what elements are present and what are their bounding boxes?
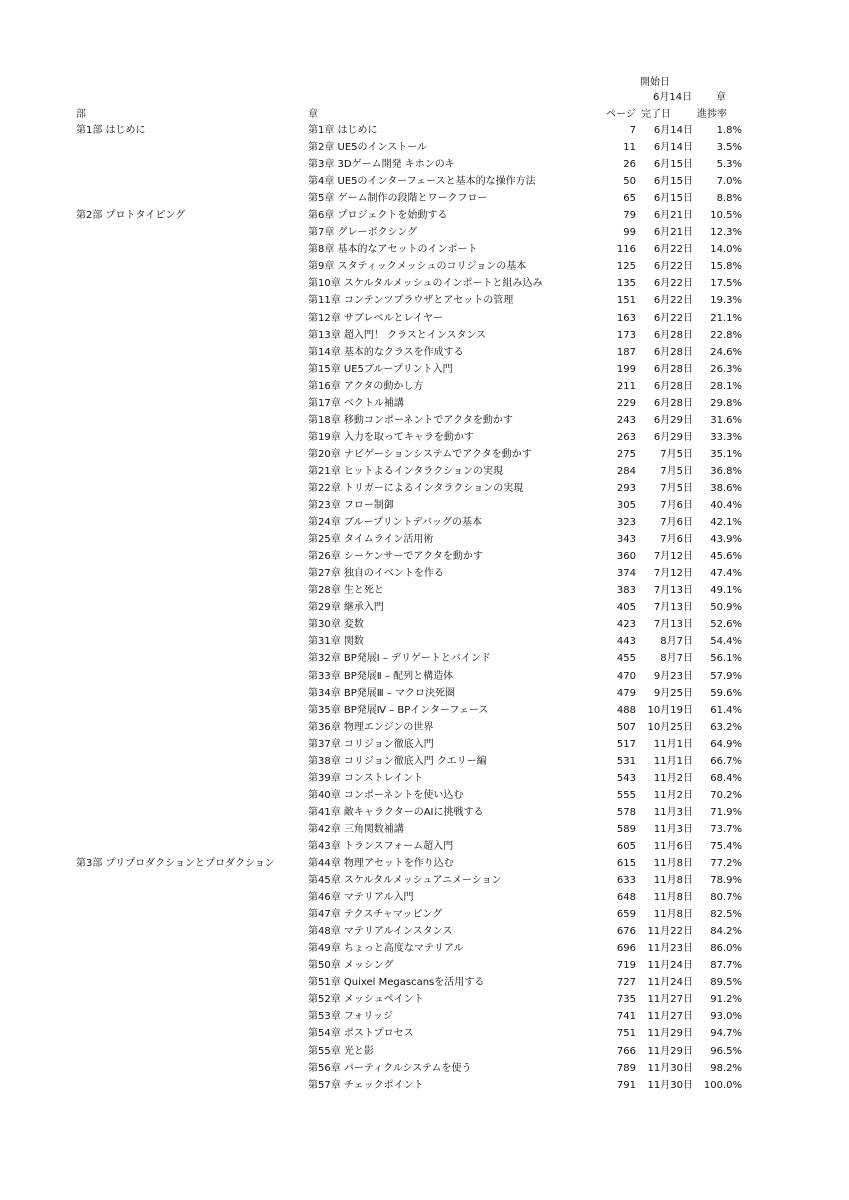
done-date-cell: 9月25日	[653, 687, 693, 699]
page-cell: 7	[629, 125, 636, 136]
chapter-cell: 第34章 BP発展Ⅲ – マクロ決死圏	[308, 687, 456, 699]
progress-cell: 49.1%	[710, 585, 742, 597]
done-date-cell: 7月6日	[660, 500, 693, 512]
page-cell: 455	[616, 653, 636, 665]
table-row	[0, 753, 849, 770]
chapter-cell: 第1章 はじめに	[308, 125, 378, 136]
page-cell: 211	[616, 380, 636, 392]
table-row	[0, 173, 849, 190]
part-cell: 第1部 はじめに	[76, 125, 146, 136]
page-cell: 360	[616, 551, 636, 563]
table-row	[0, 719, 849, 736]
done-date-cell: 6月28日	[653, 397, 693, 409]
chapter-cell: 第23章 フロー制御	[308, 500, 394, 512]
progress-cell: 22.8%	[710, 329, 742, 341]
done-date-cell: 6月15日	[653, 193, 693, 205]
page-cell: 50	[623, 176, 636, 188]
done-date-cell: 11月30日	[647, 1062, 693, 1074]
done-date-cell: 8月7日	[660, 636, 693, 648]
done-date-cell: 11月30日	[647, 1079, 693, 1091]
page-cell: 488	[616, 704, 636, 716]
header-chapter-col: 章	[308, 109, 318, 120]
done-date-cell: 6月22日	[653, 295, 693, 307]
done-date-cell: 11月29日	[647, 1028, 693, 1040]
done-date-cell: 6月28日	[653, 346, 693, 358]
header-progress-col: 進捗率	[697, 109, 727, 120]
table-row	[0, 650, 849, 667]
progress-cell: 82.5%	[710, 909, 742, 921]
progress-cell: 8.8%	[716, 193, 742, 205]
page-cell: 187	[616, 346, 636, 358]
chapter-cell: 第22章 トリガーによるインタラクションの実現	[308, 482, 524, 494]
progress-cell: 61.4%	[710, 704, 742, 716]
page-cell: 727	[616, 977, 636, 989]
progress-cell: 12.3%	[710, 227, 742, 239]
table-row	[0, 838, 849, 855]
table-row	[0, 122, 849, 139]
page-cell: 555	[616, 789, 636, 801]
table-row	[0, 190, 849, 207]
table-row	[0, 412, 849, 429]
progress-cell: 71.9%	[710, 806, 742, 818]
progress-cell: 75.4%	[710, 840, 742, 852]
chapter-cell: 第50章 メッシング	[308, 960, 394, 972]
progress-cell: 28.1%	[710, 380, 742, 392]
done-date-cell: 6月22日	[653, 312, 693, 324]
header-done-col: 完了日	[641, 109, 671, 120]
table-row	[0, 1008, 849, 1025]
page-cell: 531	[616, 755, 636, 767]
progress-cell: 3.5%	[716, 142, 742, 154]
done-date-cell: 7月5日	[660, 482, 693, 494]
chapter-cell: 第35章 BP発展Ⅳ – BPインターフェース	[308, 704, 489, 716]
progress-cell: 1.8%	[716, 125, 742, 136]
chapter-cell: 第42章 三角関数補講	[308, 823, 404, 835]
page-cell: 163	[616, 312, 636, 324]
done-date-cell: 8月7日	[660, 653, 693, 665]
page-cell: 243	[616, 414, 636, 426]
table-row	[0, 940, 849, 957]
chapter-cell: 第29章 継承入門	[308, 602, 384, 614]
page-cell: 293	[616, 482, 636, 494]
table-row	[0, 855, 849, 872]
chapter-cell: 第7章 グレーボクシング	[308, 227, 418, 239]
page-cell: 11	[623, 142, 636, 154]
table-row	[0, 310, 849, 327]
page-cell: 116	[616, 244, 636, 256]
chapter-cell: 第12章 サブレベルとレイヤー	[308, 312, 444, 324]
progress-cell: 7.0%	[716, 176, 742, 188]
progress-cell: 29.8%	[710, 397, 742, 409]
progress-cell: 56.1%	[710, 653, 742, 665]
chapter-cell: 第33章 BP発展Ⅱ – 配列と構造体	[308, 670, 454, 682]
table-row	[0, 139, 849, 156]
done-date-cell: 6月15日	[653, 176, 693, 188]
progress-cell: 40.4%	[710, 500, 742, 512]
page-cell: 791	[616, 1079, 636, 1091]
table-row	[0, 446, 849, 463]
progress-cell: 5.3%	[716, 159, 742, 171]
page-cell: 79	[623, 210, 636, 222]
done-date-cell: 6月21日	[653, 227, 693, 239]
table-row	[0, 565, 849, 582]
table-row	[0, 429, 849, 446]
page-cell: 605	[616, 840, 636, 852]
progress-cell: 68.4%	[710, 772, 742, 784]
table-row	[0, 923, 849, 940]
table-row	[0, 633, 849, 650]
progress-cell: 91.2%	[710, 994, 742, 1006]
chapter-cell: 第54章 ポストプロセス	[308, 1028, 414, 1040]
done-date-cell: 11月29日	[647, 1045, 693, 1057]
page-cell: 676	[616, 926, 636, 938]
page-cell: 751	[616, 1028, 636, 1040]
chapter-cell: 第45章 スケルタルメッシュアニメーション	[308, 875, 502, 887]
progress-cell: 36.8%	[710, 465, 742, 477]
chapter-cell: 第53章 フォリッジ	[308, 1011, 394, 1023]
progress-cell: 59.6%	[710, 687, 742, 699]
done-date-cell: 11月23日	[647, 943, 693, 955]
done-date-cell: 6月21日	[653, 210, 693, 222]
chapter-cell: 第21章 ヒットよるインタラクションの実現	[308, 465, 504, 477]
progress-cell: 77.2%	[710, 858, 742, 870]
page-cell: 443	[616, 636, 636, 648]
page-cell: 719	[616, 960, 636, 972]
chapter-cell: 第20章 ナビゲーションシステムでアクタを動かす	[308, 448, 532, 460]
progress-cell: 17.5%	[710, 278, 742, 290]
page-cell: 135	[616, 278, 636, 290]
chapter-cell: 第41章 敵キャラクターのAIに挑戦する	[308, 806, 484, 818]
progress-cell: 93.0%	[710, 1011, 742, 1023]
done-date-cell: 11月8日	[653, 892, 693, 904]
done-date-cell: 6月28日	[653, 380, 693, 392]
table-row	[0, 736, 849, 753]
done-date-cell: 7月5日	[660, 465, 693, 477]
page-cell: 633	[616, 875, 636, 887]
chapter-cell: 第38章 コリジョン徹底入門 クエリー編	[308, 755, 487, 767]
chapter-cell: 第10章 スケルタルメッシュのインポートと組み込み	[308, 278, 543, 290]
chapter-cell: 第36章 物理エンジンの世界	[308, 721, 434, 733]
progress-cell: 38.6%	[710, 482, 742, 494]
done-date-cell: 11月8日	[653, 875, 693, 887]
table-row	[0, 241, 849, 258]
table-row	[0, 872, 849, 889]
progress-cell: 73.7%	[710, 823, 742, 835]
progress-cell: 21.1%	[710, 312, 742, 324]
table-row	[0, 531, 849, 548]
table-row	[0, 616, 849, 633]
table-row	[0, 480, 849, 497]
table-row	[0, 463, 849, 480]
chapter-cell: 第44章 物理アセットを作り込む	[308, 858, 454, 870]
progress-cell: 98.2%	[710, 1062, 742, 1074]
progress-cell: 57.9%	[710, 670, 742, 682]
done-date-cell: 11月8日	[653, 858, 693, 870]
chapter-cell: 第15章 UE5ブループリント入門	[308, 363, 453, 375]
page-cell: 517	[616, 738, 636, 750]
chapter-cell: 第28章 生と死と	[308, 585, 384, 597]
page-cell: 696	[616, 943, 636, 955]
progress-cell: 52.6%	[710, 619, 742, 631]
chapter-cell: 第55章 光と影	[308, 1045, 374, 1057]
done-date-cell: 9月23日	[653, 670, 693, 682]
progress-cell: 66.7%	[710, 755, 742, 767]
page-cell: 766	[616, 1045, 636, 1057]
table-row	[0, 1060, 849, 1077]
page-cell: 615	[616, 858, 636, 870]
page-cell: 543	[616, 772, 636, 784]
table-row	[0, 804, 849, 821]
table-row	[0, 582, 849, 599]
table-row	[0, 378, 849, 395]
page-cell: 423	[616, 619, 636, 631]
done-date-cell: 7月12日	[653, 551, 693, 563]
progress-cell: 54.4%	[710, 636, 742, 648]
progress-cell: 84.2%	[710, 926, 742, 938]
page-cell: 99	[623, 227, 636, 239]
table-row	[0, 1077, 849, 1094]
chapter-cell: 第47章 テクスチャマッピング	[308, 909, 443, 921]
page-cell: 173	[616, 329, 636, 341]
table-row	[0, 224, 849, 241]
table-row	[0, 514, 849, 531]
chapter-cell: 第51章 Quixel Megascansを活用する	[308, 977, 485, 989]
part-cell: 第3部 プリプロダクションとプロダクション	[76, 858, 275, 870]
done-date-cell: 11月1日	[653, 738, 693, 750]
table-row	[0, 685, 849, 702]
progress-cell: 10.5%	[710, 210, 742, 222]
progress-cell: 14.0%	[710, 244, 742, 256]
chapter-cell: 第8章 基本的なアセットのインポート	[308, 244, 478, 256]
page-cell: 648	[616, 892, 636, 904]
progress-cell: 86.0%	[710, 943, 742, 955]
done-date-cell: 7月12日	[653, 568, 693, 580]
page-cell: 343	[616, 534, 636, 546]
chapter-cell: 第32章 BP発展Ⅰ – デリゲートとバインド	[308, 653, 491, 665]
done-date-cell: 10月19日	[647, 704, 693, 716]
table-row	[0, 548, 849, 565]
progress-cell: 26.3%	[710, 363, 742, 375]
chapter-cell: 第14章 基本的なクラスを作成する	[308, 346, 464, 358]
done-date-cell: 7月5日	[660, 448, 693, 460]
done-date-cell: 11月2日	[653, 772, 693, 784]
page-cell: 789	[616, 1062, 636, 1074]
chapter-cell: 第3章 3Dゲーム開発 キホンのキ	[308, 159, 455, 171]
page-cell: 470	[616, 670, 636, 682]
chapter-cell: 第17章 ベクトル補講	[308, 397, 404, 409]
table-row	[0, 258, 849, 275]
table-row	[0, 974, 849, 991]
page-cell: 383	[616, 585, 636, 597]
done-date-cell: 6月14日	[653, 142, 693, 154]
table-row	[0, 395, 849, 412]
chapter-cell: 第30章 変数	[308, 619, 364, 631]
done-date-cell: 7月6日	[660, 517, 693, 529]
chapter-cell: 第24章 ブループリントデバッグの基本	[308, 517, 483, 529]
header-page-col: ページ	[606, 109, 636, 120]
table-row	[0, 599, 849, 616]
table-row	[0, 1025, 849, 1042]
progress-cell: 19.3%	[710, 295, 742, 307]
page-cell: 374	[616, 568, 636, 580]
table-row	[0, 1043, 849, 1060]
done-date-cell: 11月3日	[653, 806, 693, 818]
table-row	[0, 702, 849, 719]
done-date-cell: 6月28日	[653, 329, 693, 341]
chapter-cell: 第40章 コンポーネントを使い込む	[308, 789, 464, 801]
progress-cell: 31.6%	[710, 414, 742, 426]
done-date-cell: 6月14日	[653, 125, 693, 136]
done-date-cell: 11月6日	[653, 840, 693, 852]
page-cell: 659	[616, 909, 636, 921]
done-date-cell: 6月15日	[653, 159, 693, 171]
chapter-cell: 第6章 プロジェクトを始動する	[308, 210, 448, 222]
progress-cell: 64.9%	[710, 738, 742, 750]
header-start-date: 6月14日	[653, 92, 693, 103]
progress-cell: 33.3%	[710, 431, 742, 443]
progress-cell: 50.9%	[710, 602, 742, 614]
progress-cell: 96.5%	[710, 1045, 742, 1057]
chapter-cell: 第56章 パーティクルシステムを使う	[308, 1062, 472, 1074]
progress-cell: 47.4%	[710, 568, 742, 580]
table-row	[0, 957, 849, 974]
table-row	[0, 770, 849, 787]
progress-cell: 42.1%	[710, 517, 742, 529]
progress-cell: 78.9%	[710, 875, 742, 887]
header-part-col: 部	[76, 109, 86, 120]
chapter-cell: 第9章 スタティックメッシュのコリジョンの基本	[308, 261, 527, 273]
part-cell: 第2部 プロトタイピング	[76, 210, 186, 222]
page-cell: 741	[616, 1011, 636, 1023]
table-row	[0, 292, 849, 309]
chapter-cell: 第11章 コンテンツブラウザとアセットの管理	[308, 295, 514, 307]
progress-cell: 80.7%	[710, 892, 742, 904]
done-date-cell: 11月24日	[647, 960, 693, 972]
table-row	[0, 787, 849, 804]
page-cell: 65	[623, 193, 636, 205]
done-date-cell: 6月22日	[653, 261, 693, 273]
done-date-cell: 11月22日	[647, 926, 693, 938]
progress-cell: 24.6%	[710, 346, 742, 358]
table-row	[0, 207, 849, 224]
chapter-cell: 第18章 移動コンポーネントでアクタを動かす	[308, 414, 513, 426]
table-row	[0, 889, 849, 906]
chapter-cell: 第27章 独自のイベントを作る	[308, 568, 444, 580]
progress-cell: 63.2%	[710, 721, 742, 733]
page-cell: 578	[616, 806, 636, 818]
chapter-cell: 第37章 コリジョン徹底入門	[308, 738, 434, 750]
page-cell: 735	[616, 994, 636, 1006]
table-row	[0, 821, 849, 838]
chapter-cell: 第5章 ゲーム制作の段階とワークフロー	[308, 193, 488, 205]
chapter-cell: 第4章 UE5のインターフェースと基本的な操作方法	[308, 176, 536, 188]
done-date-cell: 7月13日	[653, 619, 693, 631]
page-cell: 284	[616, 465, 636, 477]
page-cell: 275	[616, 448, 636, 460]
progress-cell: 87.7%	[710, 960, 742, 972]
done-date-cell: 11月3日	[653, 823, 693, 835]
done-date-cell: 11月27日	[647, 994, 693, 1006]
schedule-table	[0, 122, 849, 1094]
chapter-cell: 第26章 シーケンサーでアクタを動かす	[308, 551, 483, 563]
progress-cell: 70.2%	[710, 789, 742, 801]
page-cell: 125	[616, 261, 636, 273]
done-date-cell: 11月24日	[647, 977, 693, 989]
done-date-cell: 7月6日	[660, 534, 693, 546]
page-cell: 589	[616, 823, 636, 835]
table-row	[0, 275, 849, 292]
table-row	[0, 497, 849, 514]
done-date-cell: 11月27日	[647, 1011, 693, 1023]
chapter-cell: 第31章 関数	[308, 636, 364, 648]
done-date-cell: 11月1日	[653, 755, 693, 767]
page-cell: 479	[616, 687, 636, 699]
done-date-cell: 6月22日	[653, 278, 693, 290]
chapter-cell: 第19章 入力を取ってキャラを動かす	[308, 431, 474, 443]
chapter-cell: 第16章 アクタの動かし方	[308, 380, 424, 392]
chapter-cell: 第2章 UE5のインストール	[308, 142, 428, 154]
done-date-cell: 6月29日	[653, 431, 693, 443]
page-cell: 229	[616, 397, 636, 409]
progress-cell: 100.0%	[703, 1079, 742, 1091]
chapter-cell: 第52章 メッシュペイント	[308, 994, 424, 1006]
done-date-cell: 7月13日	[653, 585, 693, 597]
progress-cell: 15.8%	[710, 261, 742, 273]
done-date-cell: 7月13日	[653, 602, 693, 614]
progress-cell: 45.6%	[710, 551, 742, 563]
progress-cell: 35.1%	[710, 448, 742, 460]
page-cell: 263	[616, 431, 636, 443]
table-row	[0, 361, 849, 378]
chapter-cell: 第49章 ちょっと高度なマテリアル	[308, 943, 464, 955]
table-row	[0, 327, 849, 344]
chapter-cell: 第57章 チェックポイント	[308, 1079, 424, 1091]
progress-cell: 94.7%	[710, 1028, 742, 1040]
chapter-cell: 第46章 マテリアル入門	[308, 892, 414, 904]
table-row	[0, 344, 849, 361]
progress-cell: 43.9%	[710, 534, 742, 546]
table-row	[0, 991, 849, 1008]
chapter-cell: 第48章 マテリアルインスタンス	[308, 926, 453, 938]
chapter-cell: 第25章 タイムライン活用術	[308, 534, 434, 546]
page-cell: 305	[616, 500, 636, 512]
table-row	[0, 156, 849, 173]
progress-cell: 89.5%	[710, 977, 742, 989]
page-cell: 151	[616, 295, 636, 307]
chapter-cell: 第13章 超入門！ クラスとインスタンス	[308, 329, 487, 341]
done-date-cell: 11月8日	[653, 909, 693, 921]
done-date-cell: 6月22日	[653, 244, 693, 256]
page-cell: 199	[616, 363, 636, 375]
done-date-cell: 6月28日	[653, 363, 693, 375]
done-date-cell: 6月29日	[653, 414, 693, 426]
page-cell: 323	[616, 517, 636, 529]
page-cell: 405	[616, 602, 636, 614]
chapter-cell: 第39章 コンストレイント	[308, 772, 424, 784]
header-start-label: 開始日	[640, 77, 670, 88]
page-cell: 26	[623, 159, 636, 171]
chapter-cell: 第43章 トランスフォーム超入門	[308, 840, 454, 852]
page-cell: 507	[616, 721, 636, 733]
header-chapter-top: 章	[716, 92, 726, 103]
done-date-cell: 11月2日	[653, 789, 693, 801]
table-row	[0, 668, 849, 685]
done-date-cell: 10月25日	[647, 721, 693, 733]
table-row	[0, 906, 849, 923]
